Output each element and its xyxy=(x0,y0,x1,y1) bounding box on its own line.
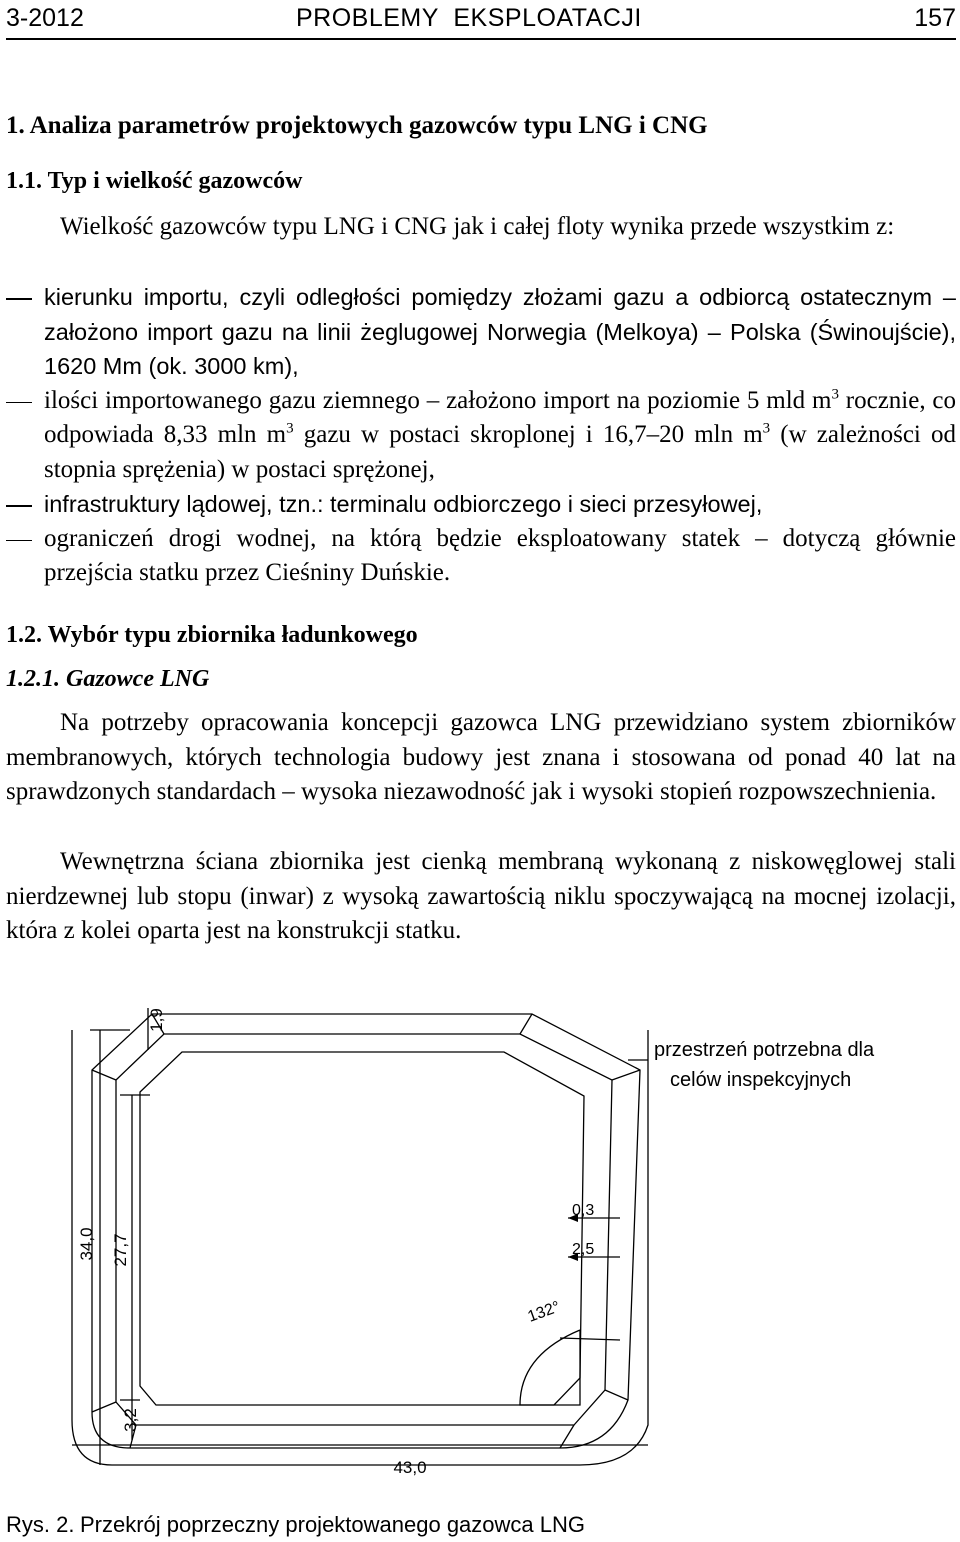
page-number: 157 xyxy=(914,4,956,32)
tank-membrane xyxy=(140,1052,584,1405)
note-line-1: przestrzeń potrzebna dla xyxy=(654,1039,875,1061)
dim-label-bottom: 3,2 xyxy=(121,1408,140,1432)
dim-label-2-5: 2,5 xyxy=(572,1241,595,1258)
list-item-text: rocznie, co odpowiada 8,33 mln m xyxy=(44,386,957,448)
paragraph xyxy=(6,706,956,810)
insulation-layer xyxy=(116,1034,612,1425)
list-item-text: ilości importowanego gazu ziemnego – założono import na poziomie 5 mld m xyxy=(44,386,832,414)
dim-label-top: 1,9 xyxy=(147,1008,166,1032)
superscript: 3 xyxy=(762,420,771,437)
outer-hull-outline xyxy=(72,1030,648,1465)
caption-label: Rys. 2. xyxy=(6,1512,75,1537)
factors-list xyxy=(6,280,956,591)
dim-label-inner-height: 27,7 xyxy=(111,1233,130,1267)
inner-hull-outline xyxy=(92,1014,640,1448)
list-item xyxy=(6,522,956,591)
journal-title: PROBLEMY EKSPLOATACJI xyxy=(296,4,642,32)
cross-section-drawing xyxy=(20,1000,960,1480)
note-line-2: celów inspekcyjnych xyxy=(670,1069,852,1091)
intro-paragraph xyxy=(6,210,956,245)
list-item xyxy=(6,487,956,522)
intro-text: Wielkość gazowców typu LNG i CNG jak i całej floty wynika przede wszystkim z: xyxy=(60,213,895,240)
header-rule xyxy=(6,38,956,40)
subsection-heading: 1.1. Typ i wielkość gazowców xyxy=(6,168,303,194)
list-item-text: infrastruktury lądowej, tzn.: terminalu odbiorczego i sieci przesyłowej, xyxy=(44,491,763,517)
leader-132 xyxy=(560,1338,620,1340)
list-item xyxy=(6,280,956,384)
cross-section-figure xyxy=(20,1000,960,1480)
dim-label-width: 43,0 xyxy=(393,1458,427,1477)
subsection-heading-2: 1.2.1. Gazowce LNG xyxy=(6,666,210,692)
list-item-text: gazu w postaci skroplonej i 16,7–20 mln m xyxy=(293,421,763,448)
section-heading: 1. Analiza parametrów projektowych gazowców typu LNG i CNG xyxy=(6,112,708,139)
running-header xyxy=(6,2,956,38)
paragraph-text: Wewnętrzna ściana zbiornika jest cienką membraną wykonaną z niskowęglowej stali nierdzewnej lub stopu (inwar) z wysoką zawartością niklu spoczywającą na mocnej izolacji, która z kolei oparta jest na konstrukcji statku. xyxy=(6,848,956,944)
superscript: 3 xyxy=(831,386,839,403)
issue-number: 3-2012 xyxy=(6,4,84,32)
paragraph xyxy=(6,845,956,949)
inspection-corner-shape xyxy=(520,1330,580,1405)
list-item-text: ograniczeń drogi wodnej, na którą będzie eksploatowany statek – dotyczą głównie przejścia statku przez Cieśniny Duńskie. xyxy=(44,524,956,586)
list-item-text: (w zależności od stopnia sprężenia) w postaci sprężonej, xyxy=(44,421,956,483)
dim-label-0-3: 0,3 xyxy=(572,1202,595,1219)
section-heading-2: 1.2. Wybór typu zbiornika ładunkowego xyxy=(6,622,418,648)
dim-label-total-height: 34,0 xyxy=(77,1227,96,1261)
list-item-text: kierunku importu, czyli odległości pomiędzy złożami gazu a odbiorcą ostatecznym – założono import gazu na linii żeglugowej Norwegia (Melkoya) – Polska (Świnoujście), 1620 Mm (ok. 3000 km), xyxy=(44,284,956,379)
caption-text: Przekrój poprzeczny projektowanego gazowca LNG xyxy=(79,1512,586,1537)
angle-label: 132° xyxy=(525,1298,563,1326)
figure-caption xyxy=(6,1512,585,1538)
paragraph-text: Na potrzeby opracowania koncepcji gazowca LNG przewidziano system zbiorników membranowych, których technologia budowy jest znana i stosowana od ponad 40 lat na sprawdzonych standardach – wysoka niezawodność jak i wysoki stopień rozpowszechnienia. xyxy=(6,709,956,805)
superscript: 3 xyxy=(286,420,294,437)
list-item xyxy=(6,384,956,488)
